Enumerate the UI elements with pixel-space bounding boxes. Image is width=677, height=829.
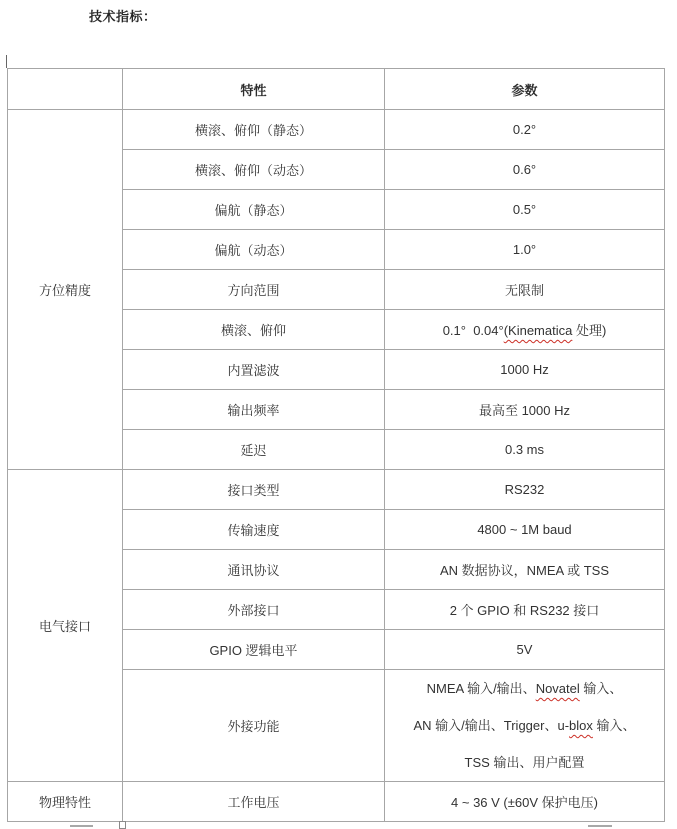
value-cell [385,510,665,550]
feature-cell: 方向范围 [123,270,385,310]
value-text-misspelled: blox [569,718,593,733]
value-cell [385,190,665,230]
page-title: 技术指标： [89,9,157,24]
value-cell [385,230,665,270]
feature-cell: 内置滤波 [123,350,385,390]
value-text-misspelled: (Kinematica [503,323,573,338]
value-text: AN 数据协议，NMEA 或 TSS [439,563,610,578]
value-cell [385,310,665,350]
feature-cell: 偏航（静态） [123,190,385,230]
value-text: 0.3 ms [504,442,544,457]
table-row [8,782,665,822]
value-text: 输入、 [592,718,636,733]
feature-cell: GPIO 逻辑电平 [123,630,385,670]
value-text: 5V [516,642,533,657]
value-text: 处理) [572,323,607,338]
feature-cell: 横滚、俯仰 [123,310,385,350]
value-text: 1000 Hz [500,362,549,377]
spec-table [7,68,665,822]
feature-cell: 外部接口 [123,590,385,630]
header-param: 参数 [385,69,665,110]
value-cell [385,590,665,630]
header-empty-cell [8,69,123,110]
value-line [385,707,664,744]
value-cell [385,470,665,510]
value-cell [385,550,665,590]
feature-cell: 传输速度 [123,510,385,550]
value-text: 2 个 GPIO 和 RS232 接口 [449,603,600,618]
clipped-next-row-text-artifact [588,825,612,827]
value-text: 4 ~ 36 V (±60V 保护电压) [451,795,598,810]
value-text-misspelled: Novatel [535,681,580,696]
value-cell [385,390,665,430]
text-cursor-artifact [6,55,7,68]
value-text: 0.2° [512,122,537,137]
feature-cell: 横滚、俯仰（动态） [123,150,385,190]
value-text: 0.6° [512,162,537,177]
value-text: RS232 [504,482,545,497]
table-row [8,470,665,510]
feature-cell: 延迟 [123,430,385,470]
value-text: AN 输入/输出、Trigger、u- [413,718,570,733]
feature-cell: 横滚、俯仰（静态） [123,110,385,150]
feature-cell: 外接功能 [123,670,385,782]
header-feature: 特性 [123,69,385,110]
value-text: 0.5° [512,202,537,217]
value-cell [385,630,665,670]
group-label-physical-characteristics: 物理特性 [8,782,123,822]
value-text: 0.1° 0.04° [442,323,504,338]
value-text: 1.0° [512,242,537,257]
value-text: 4800 ~ 1M baud [477,522,572,537]
feature-cell: 偏航（动态） [123,230,385,270]
group-label-azimuth-accuracy: 方位精度 [8,110,123,470]
value-text: 输入、 [579,681,623,696]
value-cell [385,430,665,470]
clipped-next-row-text-artifact [70,825,93,827]
value-line [385,744,664,781]
group-label-electrical-interface: 电气接口 [8,470,123,782]
value-text: 无限制 [504,283,544,298]
feature-cell: 通讯协议 [123,550,385,590]
table-header-row [8,69,665,110]
value-cell [385,110,665,150]
value-cell [385,150,665,190]
value-cell [385,350,665,390]
feature-cell: 工作电压 [123,782,385,822]
value-line [385,670,664,707]
feature-cell: 接口类型 [123,470,385,510]
table-row [8,110,665,150]
feature-cell: 输出频率 [123,390,385,430]
value-cell [385,782,665,822]
value-text: 最高至 1000 Hz [478,403,571,418]
value-text: NMEA 输入/输出、 [426,681,536,696]
value-cell-multiline [385,670,665,782]
value-cell [385,270,665,310]
value-text: TSS 输出、用户配置 [464,755,585,770]
